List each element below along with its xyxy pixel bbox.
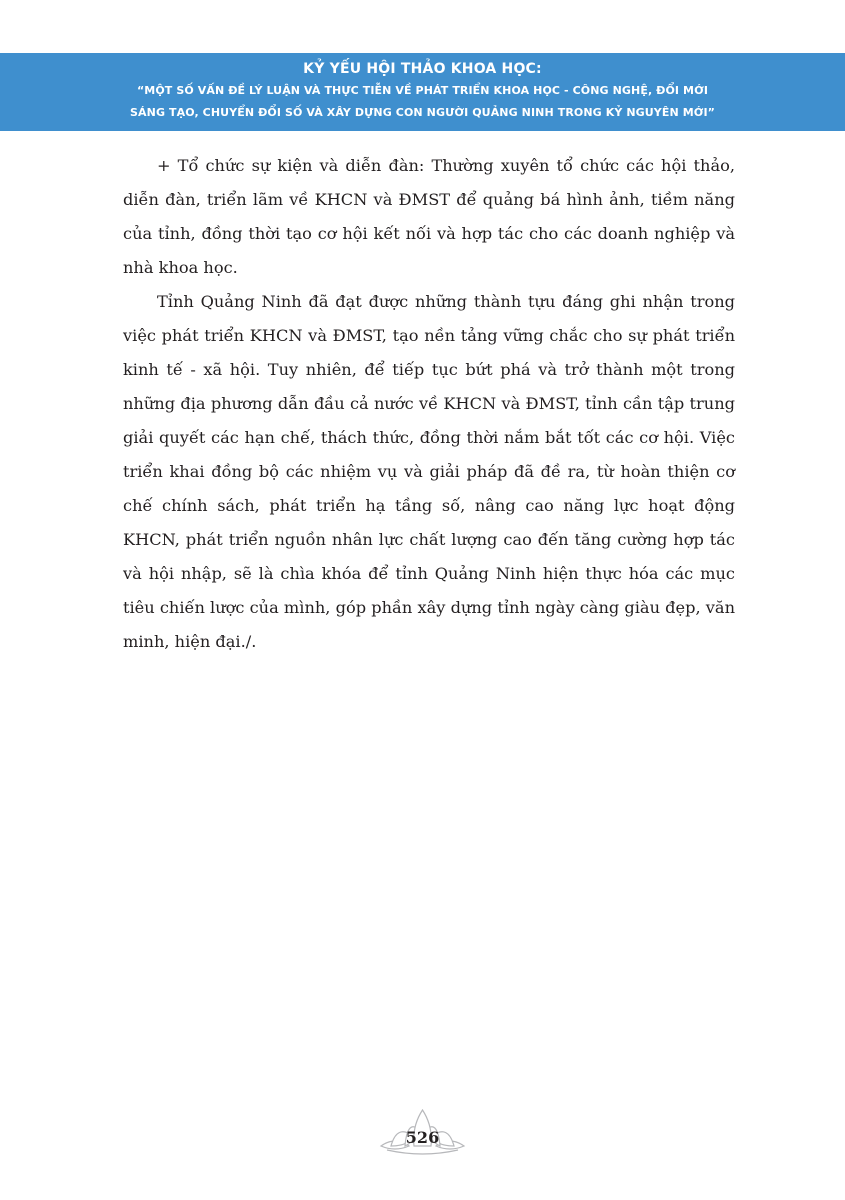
header-subtitle-line-1: “MỘT SỐ VẤN ĐỀ LÝ LUẬN VÀ THỰC TIỄN VỀ PHÁT TRIỂN KHOA HỌC - CÔNG NGHỆ, ĐỔI MỚI — [136, 84, 709, 97]
header-band — [0, 53, 845, 131]
header-title: KỶ YẾU HỘI THẢO KHOA HỌC: — [303, 61, 542, 77]
paragraph-conclusion: Tỉnh Quảng Ninh đã đạt được những thành tựu đáng ghi nhận trong việc phát triển KHCN và ĐMST, tạo nền tảng vững chắc cho sự phát triển kinh tế - xã hội. Tuy nhiên, để tiếp tục bứt phá và trở thành một trong những địa phương dẫn đầu cả nước về KHCN và ĐMST, tỉnh cần tập trung giải quyết các hạn chế, thách thức, đồng thời nắm bắt tốt các cơ hội. Việc triển khai đồng bộ các nhiệm vụ và giải pháp đã đề ra, từ hoàn thiện cơ chế chính sách, phát triển hạ tầng số, nâng cao năng lực hoạt động KHCN, phát triển nguồn nhân lực chất lượng cao đến tăng cường hợp tác và hội nhập, sẽ là chìa khóa để tỉnh Quảng Ninh hiện thực hóa các mục tiêu chiến lược của mình, góp phần xây dựng tỉnh ngày càng giàu đẹp, văn minh, hiện đại./. — [123, 292, 735, 651]
page-footer — [375, 1106, 470, 1156]
page-number: 526 — [405, 1128, 440, 1147]
paragraph-events-forums: + Tổ chức sự kiện và diễn đàn: Thường xuyên tổ chức các hội thảo, diễn đàn, triển lãm về KHCN và ĐMST để quảng bá hình ảnh, tiềm năng của tỉnh, đồng thời tạo cơ hội kết nối và hợp tác cho các doanh nghiệp và nhà khoa học. — [123, 156, 735, 277]
header-subtitle-line-2: SÁNG TẠO, CHUYỂN ĐỔI SỐ VÀ XÂY DỰNG CON NGƯỜI QUẢNG NINH TRONG KỶ NGUYÊN MỚI” — [130, 106, 715, 119]
body-text — [123, 149, 735, 659]
